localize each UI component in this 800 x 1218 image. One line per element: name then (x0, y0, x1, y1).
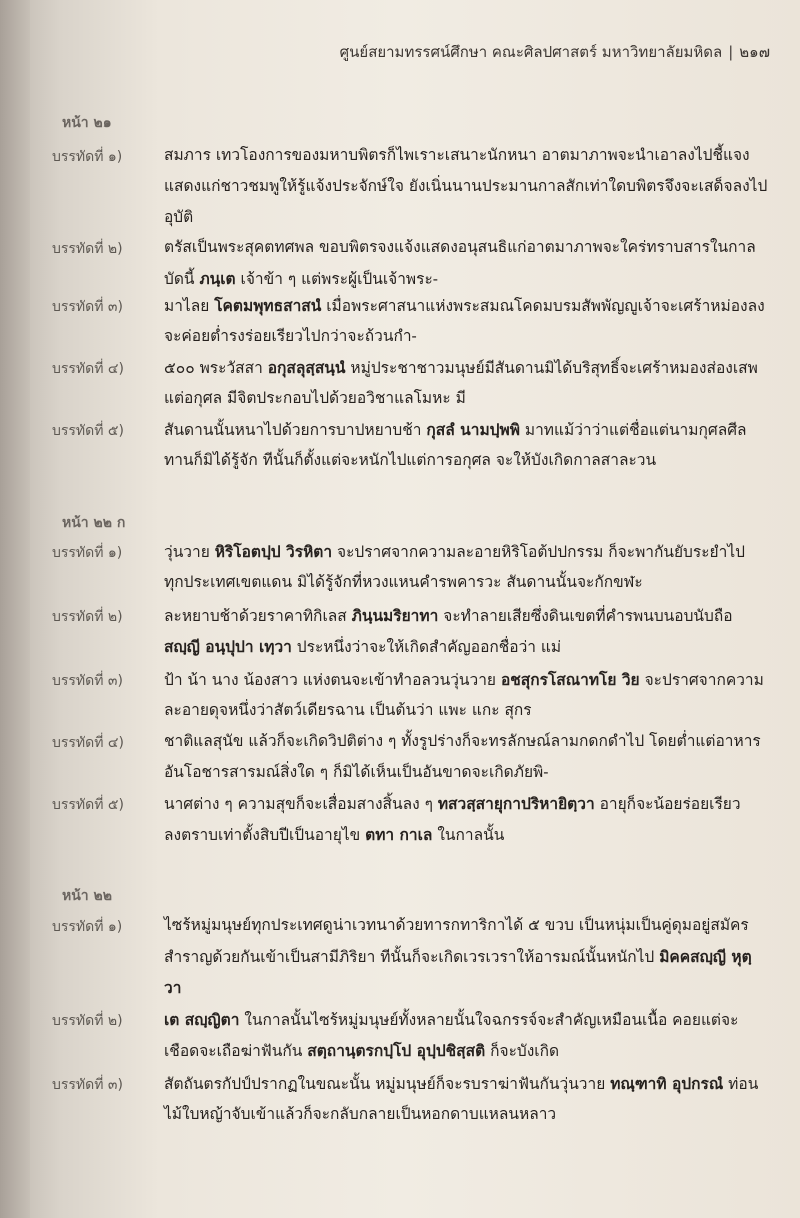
line-label: บรรทัดที่ ๒) (52, 609, 123, 625)
text-run: วุ่นวาย (164, 543, 215, 561)
text-run: ท่อน (723, 1075, 759, 1093)
pali-term: มิคคสญฺญี หุตฺ (659, 947, 752, 966)
text-line (164, 232, 774, 263)
text-line (164, 536, 774, 568)
text-line (164, 1068, 774, 1100)
text-run: มาทแม้ว่าว่าแต่ชื่อแต่นามกุศลศีล (519, 421, 747, 439)
pali-term: สญฺญี อนฺปุปา เทฺวา (164, 637, 292, 656)
text-run: เจ้าข้า ๆ แต่พระผู้เป็นเจ้าพระ- (235, 270, 439, 288)
text-run: ก็จะบังเกิด (485, 1042, 560, 1060)
pali-term: ทณฺฑาทิ อุปกรณํ (610, 1074, 724, 1093)
line-label: บรรทัดที่ ๓) (52, 1077, 123, 1093)
text-line (164, 321, 774, 352)
running-header (340, 40, 770, 64)
text-run: ละหยาบช้าด้วยราคาทิกิเลส (164, 607, 352, 625)
pali-term: ทสวสฺสายุกาปริหายิตฺวา (437, 794, 595, 813)
text-run: ไซร้หมู่มนุษย์ทุกประเทศดูน่าเวทนาด้วยทารกทาริกาได้ ๕ ขวบ เป็นหนุ่มเป็นคู่ดุมอยู่สมัคร (164, 916, 749, 934)
text-line (164, 664, 774, 696)
text-line (164, 757, 774, 788)
text-line (164, 290, 774, 322)
text-line (164, 383, 774, 414)
line-label: บรรทัดที่ ๑) (52, 545, 123, 561)
text-line (164, 972, 774, 1004)
text-run: เชือดจะเถือฆ่าฟันกัน (164, 1042, 308, 1060)
section-title: หน้า ๒๒ (62, 888, 112, 904)
text-run: บัดนี้ (164, 270, 200, 288)
section-title: หน้า ๒๒ ก (62, 515, 126, 531)
text-line (164, 567, 774, 598)
text-run: ไม้ใบหญ้าจับเข้าแล้วก็จะกลับกลายเป็นหอกดาบแหลนหลาว (164, 1105, 557, 1123)
pali-term: เต สญฺญิตา (164, 1010, 240, 1029)
text-run: แต่อกุศล มีจิตประกอบไปด้วยอวิชาแลโมหะ มี (164, 389, 466, 407)
text-run: ทานก็มิได้รู้จัก ทีนั้นก็ตั้งแต่จะหนักไปแต่การอกุศล จะให้บังเกิดกาลสาละวน (164, 451, 657, 469)
text-run: อุบัติ (164, 208, 194, 226)
text-run: สัตถันตรกัปป์ปรากฏในขณะนั้น หมู่มนุษย์ก็จะรบราฆ่าฟันกันวุ่นวาย (164, 1075, 611, 1093)
text-run: ละอายดุจหนึ่งว่าสัตว์เดียรฉาน เป็นต้นว่า แพะ แกะ สุกร (164, 701, 532, 719)
pali-term: ตทา กาเล (365, 825, 433, 844)
text-run: จะค่อยต่ำรงร่อยเรียวไปกว่าจะถ้วนกำ- (164, 327, 417, 345)
line-label: บรรทัดที่ ๑) (52, 149, 123, 165)
pali-term: อชสุกรโสณาทโย วิย (500, 670, 640, 689)
page-number: ๒๑๗ (739, 43, 770, 61)
text-line (164, 171, 774, 202)
text-run: ชาติแลสุนัข แล้วก็จะเกิดวิปติต่าง ๆ ทั้งรูปร่างก็จะทรลักษณ์ลามกดกดำไป โดยต่ำแต่อาหาร (164, 732, 761, 750)
pali-term: วา (164, 978, 182, 997)
text-run: อายุก็จะน้อยร่อยเรียว (594, 795, 741, 813)
text-line (164, 631, 774, 663)
header-separator: | (728, 43, 734, 61)
text-line (164, 1004, 774, 1036)
line-label: บรรทัดที่ ๕) (52, 797, 124, 813)
line-label: บรรทัดที่ ๑) (52, 919, 123, 935)
line-label: บรรทัดที่ ๒) (52, 1013, 123, 1029)
text-run: ในกาลนั้น (432, 826, 505, 844)
text-run: อันโอชารสารมณ์สิ่งใด ๆ ก็มิได้เห็นเป็นอันขาดจะเกิดภัยพิ- (164, 763, 549, 781)
text-line (164, 600, 774, 632)
pali-term: ภนฺเต (199, 269, 236, 288)
line-label: บรรทัดที่ ๓) (52, 673, 123, 689)
text-run: หมู่ประชาชาวมนุษย์มีสันดานมิได้บริสุทธิ์จะเศร้าหมองส่องเสพ (345, 359, 758, 377)
text-run: มาไลย (164, 297, 215, 315)
text-run: จะปราศจากความละอายหิริโอต้ปปกรรม ก็จะพากันยับระยำไป (332, 543, 745, 561)
line-label: บรรทัดที่ ๔) (52, 361, 124, 377)
text-line (164, 414, 774, 446)
text-run: ทุกประเทศเขตแดน มิได้รู้จักที่หวงแหนคำรพคารวะ สันดานนั้นจะกักขฬะ (164, 573, 643, 591)
text-run: จะปราศจากความ (639, 671, 764, 689)
text-line (164, 788, 774, 820)
text-run: จะทำลายเสียซึ่งดินเขตที่คำรพนบนอบนับถือ (438, 607, 733, 625)
pali-term: โคตมพุทธสาสนํ (214, 296, 322, 315)
text-line (164, 1035, 774, 1067)
text-line (164, 726, 774, 757)
text-line (164, 910, 774, 941)
text-run: แสดงแก่ชาวชมพูให้รู้แจ้งประจักษ์ใจ ยังเนิ่นนานประมานกาลสักเท่าใดบพิตรจึงจะเสด็จลงไป (164, 177, 768, 195)
book-spine-shadow (0, 0, 30, 1218)
text-line (164, 352, 774, 384)
text-run: สำราญด้วยกันเข้าเป็นสามีภิริยา ทีนั้นก็จะเกิดเวรเวราให้อารมณ์นั้นหนักไป (164, 948, 660, 966)
line-label: บรรทัดที่ ๕) (52, 423, 124, 439)
section-title: หน้า ๒๑ (62, 115, 112, 131)
text-line (164, 140, 774, 171)
text-line (164, 941, 774, 973)
text-line (164, 819, 774, 851)
text-run: ลงตราบเท่าตั้งสิบปีเป็นอายุไข (164, 826, 366, 844)
text-run: นาศต่าง ๆ ความสุขก็จะเสื่อมสางสิ้นลง ๆ (164, 795, 438, 813)
text-run: ในกาลนั้นไซร้หมู่มนุษย์ทั้งหลายนั้นใจฉกรรจ์จะสำคัญเหมือนเนื้อ คอยแต่จะ (239, 1011, 739, 1029)
text-run: ประหนึ่งว่าจะให้เกิดสำคัญออกชื่อว่า แม่ (291, 638, 562, 656)
text-run: ป้า น้า นาง น้องสาว แห่งตนจะเข้าทำอลวนวุ่นวาย (164, 671, 501, 689)
text-line (164, 445, 774, 476)
text-line (164, 695, 774, 726)
text-run: ตรัสเป็นพระสุคตทศพล ขอบพิตรจงแจ้งแสดงอนุสนธิแก่อาตมาภาพจะใคร่ทราบสารในกาล (164, 238, 756, 256)
text-line (164, 202, 774, 233)
line-label: บรรทัดที่ ๓) (52, 299, 123, 315)
pali-term: อกุสลุสฺสนฺนํ (267, 358, 346, 377)
text-run: ๕๐๐ พระวัสสา (164, 359, 268, 377)
pali-term: ภินฺนมริยาทา (351, 606, 439, 625)
line-label: บรรทัดที่ ๔) (52, 735, 124, 751)
header-title: ศูนย์สยามทรรศน์ศึกษา คณะศิลปศาสตร์ มหาวิทยาลัยมหิดล (339, 43, 723, 61)
text-run: สันดานนั้นหนาไปด้วยการบาปหยาบช้า (164, 421, 427, 439)
pali-term: กุสลํ นามปฺพพิ (426, 420, 520, 439)
text-run: เมื่อพระศาสนาแห่งพระสมณโคดมบรมสัพพัญญูเจ้าจะเศร้าหม่องลง (321, 297, 765, 315)
line-label: บรรทัดที่ ๒) (52, 241, 123, 257)
text-run: สมภาร เทวโองการของมหาบพิตรก็ไพเราะเสนาะนักหนา อาตมาภาพจะนำเอาลงไปชี้แจง (164, 146, 750, 164)
pali-term: สตฺถานฺตรกปฺโป อุปฺปชิสฺสติ (307, 1041, 486, 1060)
text-line (164, 1099, 774, 1130)
pali-term: หิริโอตปฺป วิรหิตา (214, 542, 333, 561)
